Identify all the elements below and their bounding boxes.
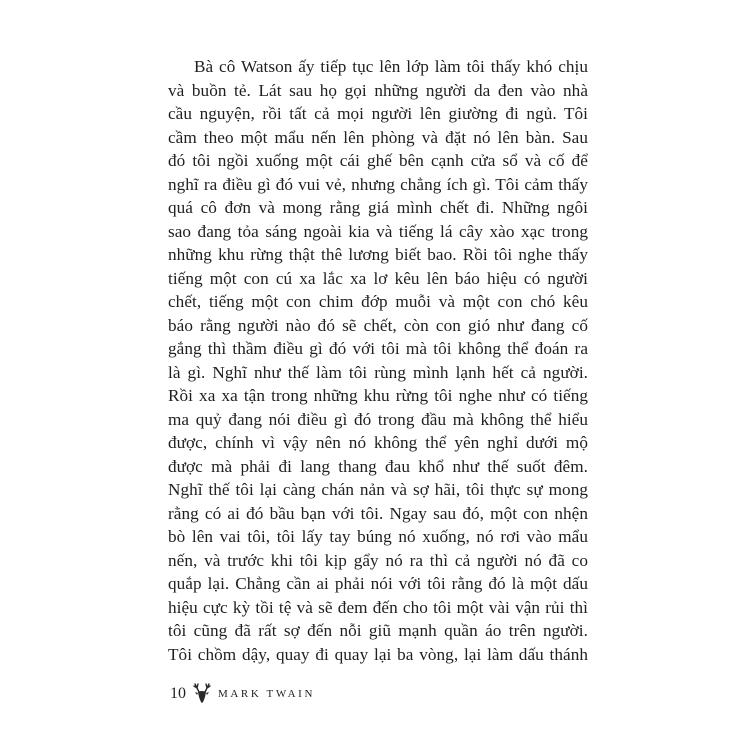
text-line: quá cô đơn và mong rằng giá mình chết đi. Những ngôi <box>168 198 588 217</box>
text-line: là gì. Nghĩ như thế làm tôi rùng mình lạnh hết cả người. <box>168 362 588 382</box>
text-line: bò lên vai tôi, tôi lấy tay búng nó xuống, nó rơi vào mẩu <box>168 527 588 546</box>
text-line: nến, và trước khi tôi kịp gẩy nó ra thì cả người nó đã co <box>168 550 588 570</box>
text-line: báo rằng người nào đó sẽ chết, còn con gió như đang cố <box>168 315 588 335</box>
text-line: Rồi xa xa tận trong những khu rừng tôi nghe như có tiếng <box>168 386 588 405</box>
text-line: tiếng một con cú xa lắc xa lơ kêu lên báo hiệu có người <box>168 268 588 288</box>
page-number: 10 <box>170 685 186 702</box>
text-line: quắp lại. Chẳng cần ai phải nói với tôi rằng đó là một dấu <box>168 574 588 593</box>
text-line: rằng có ai đó bầu bạn với tôi. Ngay sau đó, một con nhện <box>168 503 588 523</box>
body-text <box>168 55 588 666</box>
author-name: MARK TWAIN <box>218 688 315 700</box>
text-line: tôi cũng đã rất sợ đến nỗi giũ mạnh quần áo trên người. <box>168 621 588 640</box>
text-line: hiệu cực kỳ tồi tệ và sẽ đem đến cho tôi một vài vận rủi thì <box>168 597 588 617</box>
text-line: ma quỷ đang nói điều gì đó trong đầu mà không thể hiểu <box>168 409 588 429</box>
page-footer <box>170 680 315 708</box>
text-line: Bà cô Watson ấy tiếp tục lên lớp làm tôi thấy khó chịu <box>194 57 588 76</box>
text-line: nghĩ ra điều gì đó vui vẻ, nhưng chẳng ích gì. Tôi cảm thấy <box>168 174 588 194</box>
text-line: gắng thì thầm điều gì đó với tôi mà tôi không thể đoán ra <box>168 339 588 358</box>
text-line: đó tôi ngồi xuống một cái ghế bên cạnh cửa sổ và cố để <box>168 151 588 170</box>
text-line: sao đang tỏa sáng ngoài kia và tiếng lá cây xào xạc trong <box>168 221 588 241</box>
text-line: được mà phải đi lang thang đau khổ như thế suốt đêm. <box>168 456 588 476</box>
text-line: cầu nguyện, rồi tất cả mọi người lên giường đi ngủ. Tôi <box>168 104 588 123</box>
text-line: được, chính vì vậy nên nó không thể yên nghỉ dưới mộ <box>168 433 588 452</box>
text-line: Nghĩ thế tôi lại càng chán nản và sợ hãi, tôi thực sự mong <box>168 480 588 499</box>
text-line: Tôi chồm dậy, quay đi quay lại ba vòng, lại làm dấu thánh <box>168 644 588 664</box>
text-line: cầm theo một mẩu nến lên phòng và đặt nó lên bàn. Sau <box>168 127 588 147</box>
text-line: những khu rừng thật thê lương biết bao. Rồi tôi nghe thấy <box>168 245 588 264</box>
text-line: chết, tiếng một con chim đớp muỗi và một con chó kêu <box>168 292 588 311</box>
deer-head-icon <box>192 683 212 705</box>
text-line: và buồn tẻ. Lát sau họ gọi những người da đen vào nhà <box>168 80 588 100</box>
